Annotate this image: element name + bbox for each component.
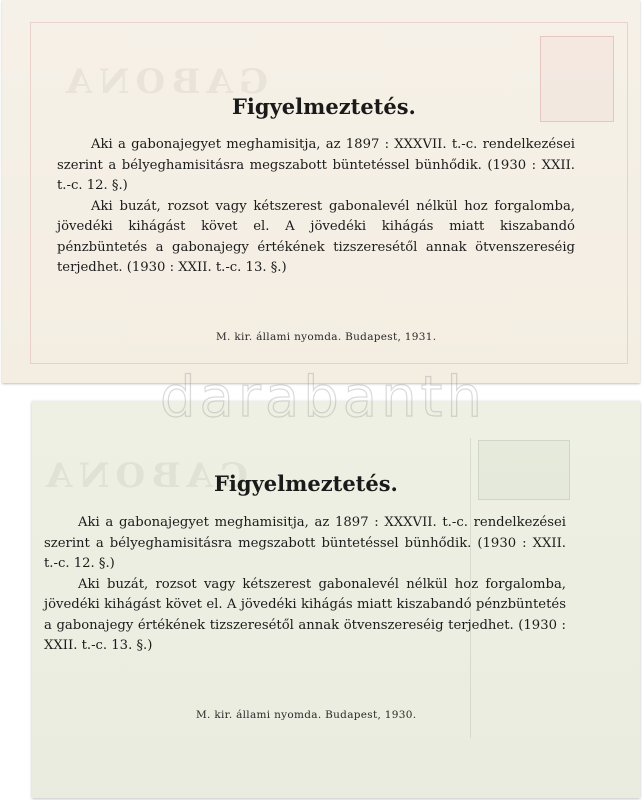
paragraph-forgery: Aki a gabonajegyet meghamisitja, az 1897 : XXXVII. t.-c. rendelkezései szerint a bélyeghamisitásra megszabott büntetéssel bünhődik. (1930 : XXII. t.-c. 12. §.) [44, 515, 566, 571]
document-title: Figyelmeztetés. [232, 94, 416, 119]
printer-imprint: M. kir. állami nyomda. Budapest, 1930. [196, 709, 417, 721]
warning-text [44, 513, 566, 657]
document-title: Figyelmeztetés. [214, 471, 398, 496]
printer-imprint: M. kir. állami nyomda. Budapest, 1931. [216, 331, 437, 343]
watermark: darabanth [160, 365, 487, 430]
paragraph-excise: Aki buzát, rozsot vagy kétszerest gabonalevél nélkül hoz forgalomba, jövedéki kihágást követ el. A jövedéki kihágás miatt kiszabandó pénzbüntetés a gabonajegy értékének tizszeresétől annak ötvenszereséig terjedhet. (1930 : XXII. t.-c. 13. §.) [57, 198, 575, 275]
warning-text [57, 135, 575, 279]
paragraph-excise: Aki buzát, rozsot vagy kétszerest gabonalevél nélkül hoz forgalomba, jövedéki kihágást követ el. A jövedéki kihágás miatt kiszabandó pénzbüntetés a gabonajegy értékének tizszeresétől annak ötvenszereséig terjedhet. (1930 : XXII. t.-c. 13. §.) [44, 576, 566, 653]
paragraph-forgery: Aki a gabonajegyet meghamisitja, az 1897 : XXXVII. t.-c. rendelkezései szerint a bélyeghamisitásra megszabott büntetéssel bünhődik. (1930 : XXII. t.-c. 12. §.) [57, 137, 575, 193]
